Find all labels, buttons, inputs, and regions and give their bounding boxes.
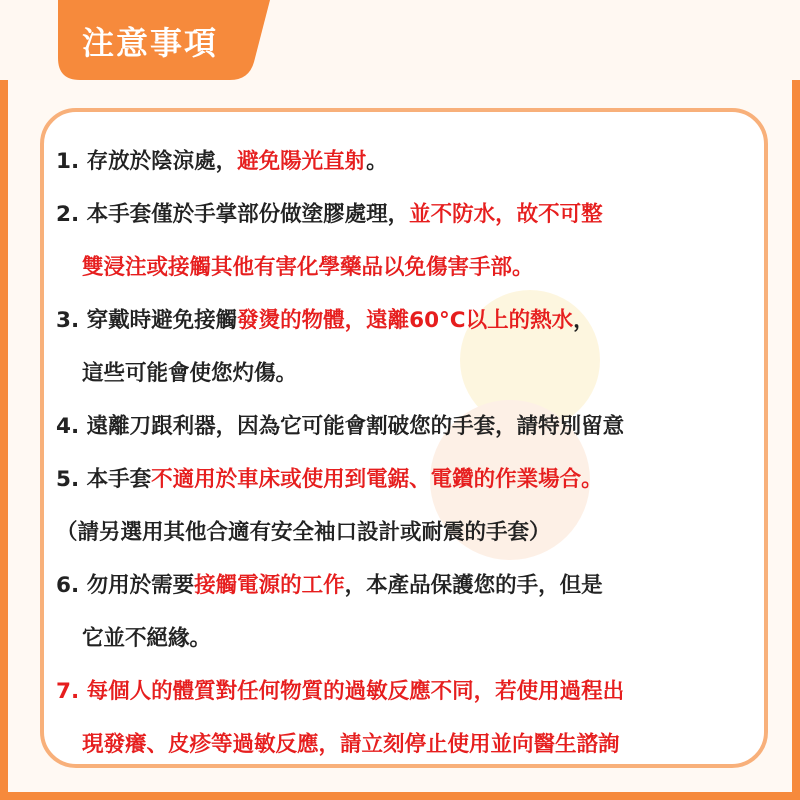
note-text: （請另選用其他合適有安全袖口設計或耐震的手套） <box>56 520 551 545</box>
note-line <box>56 466 603 494</box>
note-line <box>56 413 624 441</box>
note-text: 6. 勿用於需要 <box>56 573 195 598</box>
note-line <box>56 148 388 176</box>
note-line <box>82 625 211 653</box>
note-line <box>82 731 620 759</box>
note-line <box>56 678 624 706</box>
note-text: ，本產品保護您的手，但是 <box>344 573 603 598</box>
note-line <box>56 307 595 335</box>
warning-text: 7. 每個人的體質對任何物質的過敏反應不同，若使用過程出 <box>56 679 625 704</box>
page-title: 注意事項 <box>82 24 219 62</box>
note-text: 1. 存放於陰涼處， <box>56 149 238 174</box>
note-text: 這些可能會使您灼傷。 <box>82 361 298 386</box>
note-text: 5. 本手套 <box>56 467 152 492</box>
note-line <box>56 572 603 600</box>
note-line <box>82 254 534 282</box>
note-line <box>82 360 297 388</box>
warning-text: 現發癢、皮疹等過敏反應，請立刻停止使用並向醫生諮詢 <box>82 732 620 757</box>
note-text: 3. 穿戴時避免接觸 <box>56 308 238 333</box>
note-text: 2. 本手套僅於手掌部份做塗膠處理， <box>56 202 410 227</box>
note-text: 它並不絕緣。 <box>82 626 212 651</box>
warning-text: 不適用於車床或使用到電鋸、電鑽的作業場合。 <box>151 467 603 492</box>
note-text: ， <box>573 308 595 333</box>
warning-text: 避免陽光直射 <box>237 149 367 174</box>
note-text: 4. 遠離刀跟利器，因為它可能會割破您的手套，請特別留意 <box>56 414 625 439</box>
warning-text: 並不防水，故不可整 <box>409 202 603 227</box>
warning-text: 接觸電源的工作 <box>194 573 345 598</box>
warning-text: 雙浸注或接觸其他有害化學藥品以免傷害手部。 <box>82 255 534 280</box>
note-line <box>56 519 551 547</box>
title-tab <box>58 0 270 80</box>
note-line <box>56 201 603 229</box>
note-text: 。 <box>366 149 388 174</box>
warning-text: 發燙的物體，遠離60°C以上的熱水 <box>237 308 574 333</box>
